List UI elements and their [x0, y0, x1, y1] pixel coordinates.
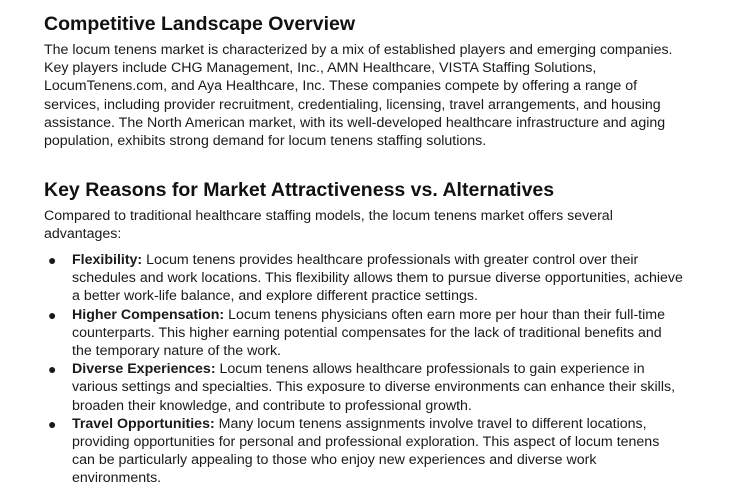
bullet-term: Higher Compensation:	[72, 306, 225, 323]
market-attractiveness-intro: Compared to traditional healthcare staffing models, the locum tenens market offers several advantages:	[44, 208, 613, 243]
list-item-flexibility	[44, 251, 684, 306]
advantages-list	[44, 251, 684, 488]
bullet-text: Locum tenens allows healthcare professionals to gain experience in various settings and specialties. This exposure to diverse environments can enhance their skills, broaden their knowledge, and contribute to professional growth.	[72, 361, 676, 414]
list-item-higher-compensation	[44, 306, 684, 361]
bullet-text: Locum tenens provides healthcare professionals with greater control over their schedules and work locations. This flexibility allows them to pursue diverse opportunities, achieve a better work-life balance, and explore different practice settings.	[72, 252, 683, 305]
bullet-icon: ●	[48, 252, 57, 268]
bullet-term: Diverse Experiences:	[72, 361, 216, 378]
bullet-term: Flexibility:	[72, 252, 143, 268]
section-heading-market-attractiveness: Key Reasons for Market Attractiveness vs. Alternatives	[44, 179, 555, 201]
bullet-icon: ●	[48, 361, 57, 378]
section-heading-competitive-landscape: Competitive Landscape Overview	[44, 13, 356, 35]
list-item-travel-opportunities	[44, 415, 684, 488]
bullet-icon: ●	[48, 415, 57, 432]
bullet-icon: ●	[48, 306, 57, 323]
bullet-text: Locum tenens physicians often earn more per hour than their full-time counterparts. This higher earning potential compensates for the lack of traditional benefits and the temporary nature of the work.	[72, 306, 665, 360]
competitive-landscape-paragraph: The locum tenens market is characterized by a mix of established players and emerging companies. Key players include CHG Management, Inc., AMN Healthcare, VISTA Staffing Solutions, LocumTenens.com, and Aya Healthcare, Inc. These companies compete by offering a range of services, including provider recruitment, credentialing, licensing, travel arrangements, and housing assistance. The North American market, with its well-developed healthcare infrastructure and aging population, exhibits strong demand for locum tenens staffing solutions.	[44, 42, 673, 150]
list-item-diverse-experiences	[44, 360, 684, 415]
bullet-text: Many locum tenens assignments involve travel to different locations, providing opportunities for personal and professional exploration. This aspect of locum tenens can be particularly appealing to those who enjoy new experiences and diverse work environments.	[72, 415, 660, 487]
bullet-term: Travel Opportunities:	[72, 415, 215, 432]
